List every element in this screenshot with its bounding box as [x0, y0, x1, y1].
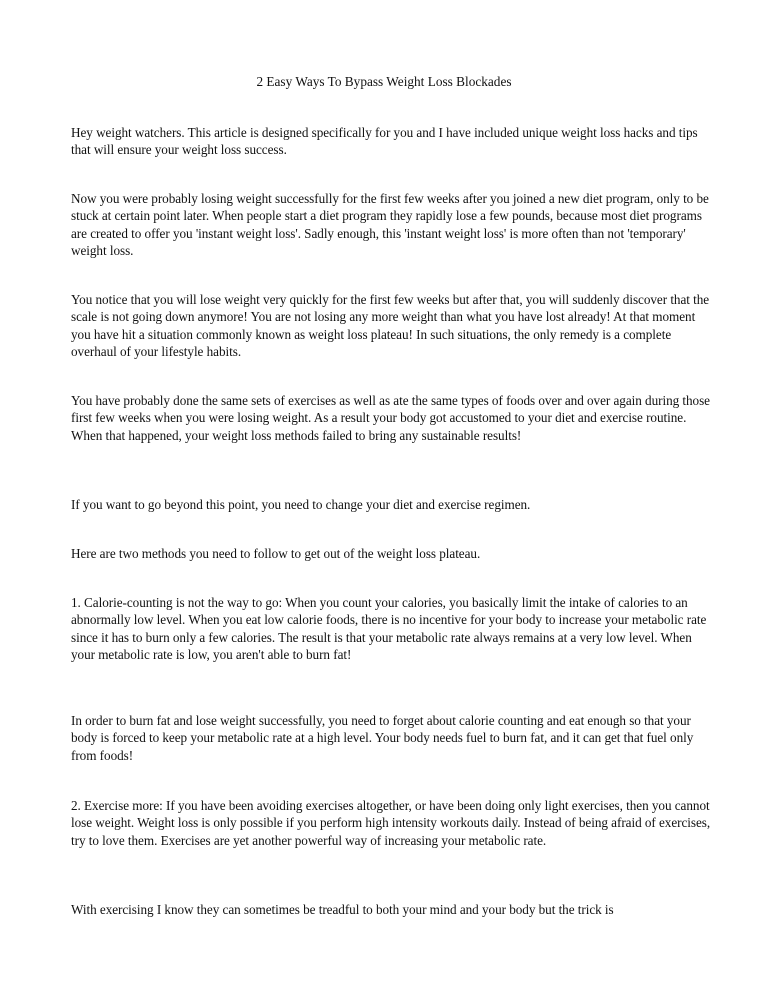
paragraph-plateau: You notice that you will lose weight very quickly for the first few weeks but after that, you will suddenly discover that the scale is not going down anymore! You are not losing any more weight than what you have lost already! At that moment you have hit a situation commonly known as weight loss plateau! In such situations, the only remedy is a complete overhaul of your lifestyle habits. [71, 292, 710, 359]
paragraph-burn-fat: In order to burn fat and lose weight successfully, you need to forget about calorie counting and eat enough so that your body is forced to keep your metabolic rate at a high level. Your body needs fuel to burn fat, and it can get that fuel only from foods! [71, 713, 694, 763]
paragraph-routine: You have probably done the same sets of exercises as well as ate the same types of foods over and over again during those first few weeks when you were losing weight. As a result your body got accustomed to your diet and exercise routine. When that happened, your weight loss methods failed to bring any sustainable results! [71, 393, 710, 443]
document-title: 2 Easy Ways To Bypass Weight Loss Blockades [256, 74, 512, 89]
paragraph-change-regimen: If you want to go beyond this point, you need to change your diet and exercise regimen. [71, 497, 531, 512]
paragraph-two-methods: Here are two methods you need to follow to get out of the weight loss plateau. [71, 546, 481, 561]
paragraph-method-two: 2. Exercise more: If you have been avoiding exercises altogether, or have been doing only light exercises, then you cannot lose weight. Weight loss is only possible if you perform high intensity workouts daily. Instead of being afraid of exercises, try to love them. Exercises are yet another powerful way of increasing your metabolic rate. [71, 798, 711, 848]
paragraph-method-one: 1. Calorie-counting is not the way to go: When you count your calories, you basically limit the intake of calories to an abnormally low level. When you eat low calorie foods, there is no incentive for your body to increase your metabolic rate since it has to burn only a few calories. The result is that your metabolic rate always remains at a very low level. When your metabolic rate is low, you aren't able to burn fat! [71, 595, 707, 662]
paragraph-intro: Hey weight watchers. This article is designed specifically for you and I have included unique weight loss hacks and tips that will ensure your weight loss success. [71, 125, 698, 158]
paragraph-exercising: With exercising I know they can sometimes be treadful to both your mind and your body but the trick is [71, 902, 614, 917]
paragraph-diet-program: Now you were probably losing weight successfully for the first few weeks after you joined a new diet program, only to be stuck at certain point later. When people start a diet program they rapidly lose a few pounds, because most diet programs are created to offer you 'instant weight loss'. Sadly enough, this 'instant weight loss' is more often than not 'temporary' weight loss. [71, 191, 709, 258]
